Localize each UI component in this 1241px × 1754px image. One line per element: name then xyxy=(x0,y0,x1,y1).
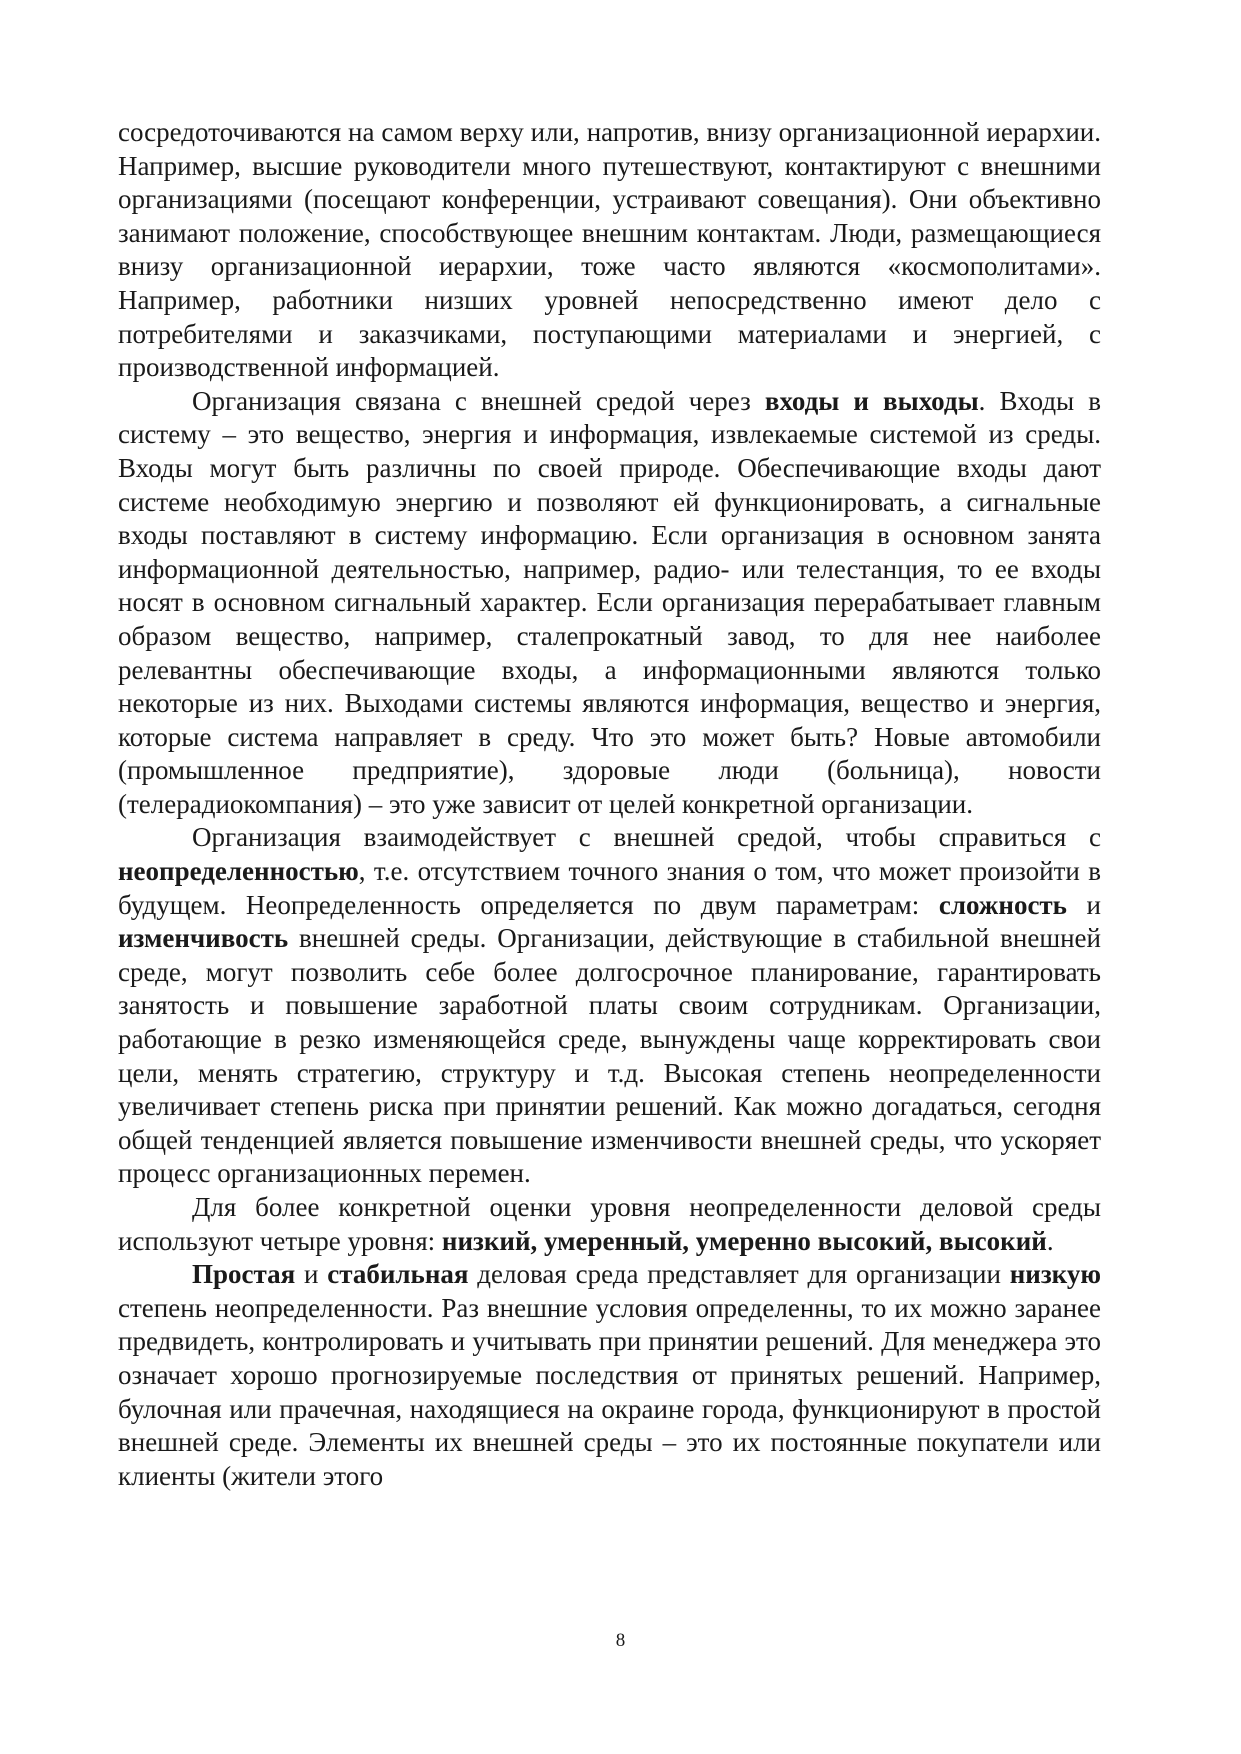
term-low: низкую xyxy=(1009,1259,1101,1290)
paragraph-3-text-3: и xyxy=(1066,889,1101,920)
paragraph-3 xyxy=(118,821,1101,1191)
paragraph-3-text-4: внешней среды. Организации, действующие в стабильной внешней среде, могут позволить себе более долгосрочное планирование, гарантировать занятость и повышение заработной платы своим сотрудникам. Организации, работающие в резко изменяющейся среде, вынуждены чаще корректировать свои цели, менять стратегию, структуру и т.д. Высокая степень неопределенности увеличивает степень риска при принятии решений. Как можно догадаться, сегодня общей тенденцией является повышение изменчивости внешней среды, что ускоряет процесс организационных перемен. xyxy=(118,923,1101,1189)
paragraph-3-text-2: , т.е. отсутствием точного знания о том, что может произойти в будущем. Неопределенность определяется по двум параметрам: xyxy=(118,856,1101,920)
paragraph-5-text-3: степень неопределенности. Раз внешние условия определенны, то их можно заранее предвидеть, контролировать и учитывать при принятии решений. Для менеджера это означает хорошо прогнозируемые последствия от принятых решений. Например, булочная или прачечная, находящиеся на окраине города, функционируют в простой внешней среде. Элементы их внешней среды – это их постоянные покупатели или клиенты (жители этого xyxy=(118,1292,1101,1491)
term-simple: Простая xyxy=(192,1259,296,1290)
term-uncertainty-levels: низкий, умеренный, умеренно высокий, высокий xyxy=(441,1225,1047,1256)
paragraph-1-text: сосредоточиваются на самом верху или, напротив, внизу организационной иерархии. Например, высшие руководители много путешествуют, контактируют с внешними организациями (посещают конференции, устраивают совещания). Они объективно занимают положение, способствующее внешним контактам. Люди, размещающиеся внизу организационной иерархии, тоже часто являются «космополитами». Например, работники низших уровней непосредственно имеют дело с потребителями и заказчиками, поступающими материалами и энергией, с производственной информацией. xyxy=(118,117,1101,383)
term-stable: стабильная xyxy=(327,1259,469,1290)
term-complexity: сложность xyxy=(938,889,1067,920)
paragraph-5-text-1: и xyxy=(295,1259,328,1290)
paragraph-2 xyxy=(118,385,1101,822)
paragraph-3-text-1: Организация взаимодействует с внешней средой, чтобы справиться с xyxy=(192,822,1101,853)
paragraph-5 xyxy=(118,1258,1101,1493)
paragraph-1 xyxy=(118,116,1101,385)
term-inputs-outputs: входы и выходы xyxy=(764,385,979,416)
paragraph-5-text-2: деловая среда представляет для организации xyxy=(468,1259,1010,1290)
paragraph-4 xyxy=(118,1191,1101,1258)
paragraph-4-text-2: . xyxy=(1046,1225,1054,1256)
paragraph-2-text-1: Организация связана с внешней средой через xyxy=(192,385,765,416)
term-variability: изменчивость xyxy=(118,923,289,954)
document-body xyxy=(118,116,1101,1493)
paragraph-4-text-1: Для более конкретной оценки уровня неопределенности деловой среды используют четыре уровня: xyxy=(118,1192,1101,1256)
paragraph-2-text-2: . Входы в систему – это вещество, энергия и информация, извлекаемые системой из среды. Входы могут быть различны по своей природе. Обеспечивающие входы дают системе необходимую энергию и позволяют ей функционировать, а сигнальные входы поставляют в систему информацию. Если организация в основном занята информационной деятельностью, например, радио- или телестанция, то ее входы носят в основном сигнальный характер. Если организация перерабатывает главным образом вещество, например, сталепрокатный завод, то для нее наиболее релевантны обеспечивающие входы, а информационными являются только некоторые из них. Выходами системы являются информация, вещество и энергия, которые система направляет в среду. Что это может быть? Новые автомобили (промышленное предприятие), здоровые люди (больница), новости (телерадиокомпания) – это уже зависит от целей конкретной организации. xyxy=(118,385,1102,819)
term-uncertainty: неопределенностью xyxy=(118,856,359,887)
page-number: 8 xyxy=(615,1630,626,1651)
